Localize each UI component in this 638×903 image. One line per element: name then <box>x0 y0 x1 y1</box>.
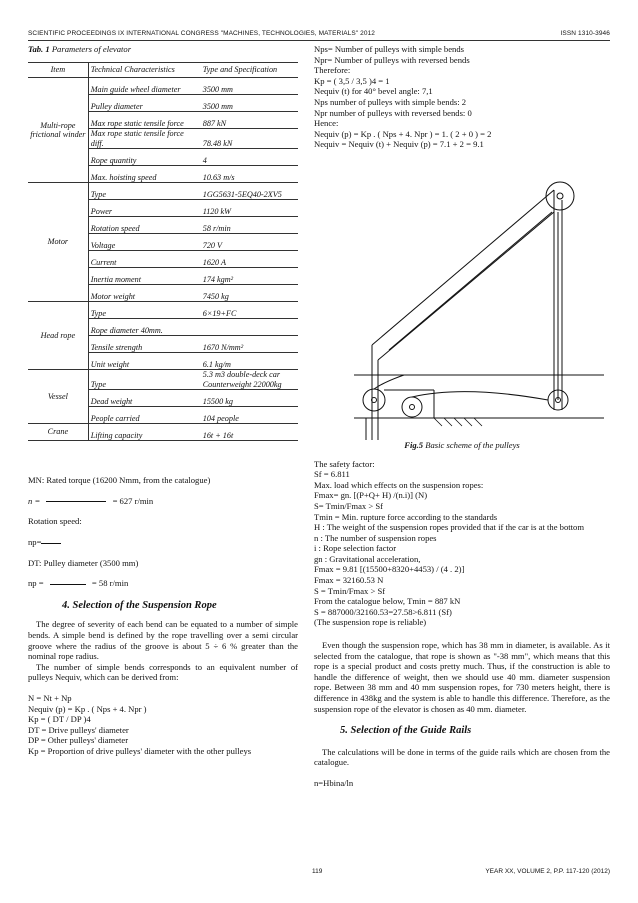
table-cell-specification: 4 <box>201 149 298 166</box>
fmax-formula: Fmax= gn. [(P+Q+ H) /(n.i)] (N) <box>314 490 428 501</box>
nps-count: Nps number of pulleys with simple bends: 2 <box>314 96 467 107</box>
table-cell-characteristic: Type <box>88 302 201 319</box>
table-cell-specification <box>201 319 298 336</box>
table-cell-specification: 3500 mm <box>201 78 298 95</box>
table-cell-characteristic: Motor weight <box>88 285 201 302</box>
fraction-bar <box>50 584 86 585</box>
table-cell-specification: 58 r/min <box>201 217 298 234</box>
gn-definition: gn : Gravitational acceleration, <box>314 553 421 564</box>
formula-3: Kp = ( DT / DP )4 <box>28 714 91 725</box>
formula-2: Nequiv (p) = Kp . ( Nps + 4. Npr ) <box>28 703 147 714</box>
section-4-paragraph-2: The number of simple bends corresponds to an equivalent number of pulleys Nequiv, which can be derived from: <box>28 661 298 683</box>
table-cell-characteristic: Current <box>88 251 201 268</box>
n-guide-formula: n=Hbina/ln <box>314 777 354 788</box>
safety-factor-label: The safety factor: <box>314 458 375 469</box>
bottom-middle-pulley <box>402 397 422 417</box>
parameters-table <box>28 62 298 442</box>
table-cell-specification: 1620 A <box>201 251 298 268</box>
right-column <box>314 44 610 789</box>
formula-4: DT = Drive pulleys' diameter <box>28 724 129 735</box>
table-cell-specification: 174 kgm² <box>201 268 298 285</box>
footer-volume: YEAR XX, VOLUME 2, P.P. 117-120 (2012) <box>485 868 610 875</box>
section-4-heading: 4. Selection of the Suspension Rope <box>62 599 217 611</box>
boom-lower-edge <box>378 212 554 360</box>
running-header-left: SCIENTIFIC PROCEEDINGS IX INTERNATIONAL CONGRESS "MACHINES, TECHNOLOGIES, MATERIALS" 2012 <box>28 30 376 37</box>
table-cell-specification: 6.1 kg/m <box>201 353 298 370</box>
section-5-paragraph: The calculations will be done in terms of the guide rails which are chosen from the catalogue. <box>314 746 610 768</box>
rope-segment-b <box>412 392 548 400</box>
s-calc: S = 887000/32160.53=27.58>6.811 (Sf) <box>314 606 452 617</box>
table-cell-characteristic: Type <box>88 183 201 200</box>
np-equation-result: = 58 r/min <box>91 578 129 589</box>
formula-5: DP = Other pulleys' diameter <box>28 735 129 746</box>
table-cell-specification: 5.3 m3 double-deck car Counterweight 22000kg <box>201 370 298 390</box>
fraction-bar <box>46 501 106 502</box>
safety-factor-value: Sf = 6.811 <box>314 469 350 480</box>
nps-definition: Nps= Number of pulleys with simple bends <box>314 44 464 54</box>
table-row <box>28 78 298 95</box>
nequiv-total: Nequiv = Nequiv (t) + Nequiv (p) = 7.1 + 2 = 9.1 <box>314 139 484 150</box>
tmin-definition: Tmin = Min. rupture force according to the standards <box>314 511 498 522</box>
table-cell-characteristic: Max rope static tensile force diff. <box>88 129 201 149</box>
table-cell-characteristic: Max rope static tensile force <box>88 112 201 129</box>
table-cell-characteristic: Inertia moment <box>88 268 201 285</box>
table-cell-characteristic: Type <box>88 370 201 390</box>
table-header-row <box>28 62 298 78</box>
running-header-right: ISSN 1310-3946 <box>560 30 610 37</box>
table-group-label: Motor <box>28 183 88 302</box>
table-cell-characteristic: Main guide wheel diameter <box>88 78 201 95</box>
table-cell-specification: 15500 kg <box>201 390 298 407</box>
mn-definition: MN: Rated torque (16200 Nmm, from the catalogue) <box>28 475 211 486</box>
table-row <box>28 424 298 441</box>
page-number: 119 <box>312 868 323 875</box>
formula-6: Kp = Proportion of drive pulleys' diameter with the other pulleys <box>28 745 252 756</box>
figure-caption-text: Basic scheme of the pulleys <box>425 439 520 450</box>
table-row <box>28 302 298 319</box>
np-equation <box>28 578 298 589</box>
pulley-diagram <box>314 150 610 440</box>
table-header-characteristics: Technical Characteristics <box>88 62 201 78</box>
top-pulley-hub <box>557 193 563 199</box>
section-5-heading: 5. Selection of the Guide Rails <box>340 725 472 737</box>
table-caption <box>28 44 298 55</box>
table-cell-specification: 1120 kW <box>201 200 298 217</box>
ground-hatch <box>434 418 482 426</box>
table-cell-specification: 78.48 kN <box>201 129 298 149</box>
table-group-label: Multi-rope frictional winder <box>28 78 88 183</box>
n-equation-result: = 627 r/min <box>112 495 154 506</box>
section-4-paragraph-1: The degree of severity of each bend can be equated to a number of simple bends. A simple bend is defined by the rope travelling over a semi circular groove where the radius of the groove is about 5 ÷ 6 % greater than the nominal rope radius. <box>28 619 298 662</box>
s-inequality: S = Tmin/Fmax > Sf <box>314 585 386 596</box>
np-equation-lhs: np = <box>28 578 44 589</box>
table-cell-specification: 10.63 m/s <box>201 166 298 183</box>
table-cell-specification: 1GG5631-5EQ40-2XV5 <box>201 183 298 200</box>
rope-paragraph: Even though the suspension rope, which has 38 mm in diameter, is available. As it selected from the catalogue, that rope is shown as "-38 mm", which means that this rope is a special product and costs pretty much. Thus, if the construction is able to handle the difference of weight, then we should use 40 mm. diameter suspension rope. Between 38 mm and 40 mm suspension ropes, for 730 meters height, there is difference in 438kg and the system is able to handle this difference. Therefore, as the suspension rope of the elevator is chosen as 40 mm. diameter. <box>314 640 610 714</box>
np-line: np= <box>28 537 298 548</box>
therefore-label: Therefore: <box>314 65 351 76</box>
table-cell-specification: 7450 kg <box>201 285 298 302</box>
table-cell-characteristic: Dead weight <box>88 390 201 407</box>
s-formula: S= Tmin/Fmax > Sf <box>314 500 383 511</box>
table-group-label: Crane <box>28 424 88 441</box>
table-cell-characteristic: Rotation speed <box>88 217 201 234</box>
table-caption-text: Parameters of elevator <box>51 44 132 54</box>
header-rule <box>28 40 610 41</box>
table-cell-characteristic: Max. hoisting speed <box>88 166 201 183</box>
max-load-label: Max. load which effects on the suspension ropes: <box>314 479 484 490</box>
table-cell-specification: 16t + 16t <box>201 424 298 441</box>
hence-label: Hence: <box>314 118 339 129</box>
table-group-label: Head rope <box>28 302 88 370</box>
npr-count: Npr number of pulleys with reversed bends: 0 <box>314 107 472 118</box>
table-row <box>28 370 298 390</box>
table-cell-characteristic: Rope quantity <box>88 149 201 166</box>
n-equation-lhs: n = <box>28 495 41 506</box>
table-cell-specification: 104 people <box>201 407 298 424</box>
table-cell-characteristic: Unit weight <box>88 353 201 370</box>
table-cell-characteristic: Tensile strength <box>88 336 201 353</box>
table-cell-characteristic: Power <box>88 200 201 217</box>
figure-caption <box>314 440 610 451</box>
fmax-result: Fmax = 32160.53 N <box>314 575 384 586</box>
tmin-catalogue: From the catalogue below, Tmin = 887 kN <box>314 596 461 607</box>
table-cell-characteristic: Rope diameter 40mm. <box>88 319 201 336</box>
table-cell-characteristic: Voltage <box>88 234 201 251</box>
figure-label: Fig.5 <box>404 439 424 450</box>
reliability-note: (The suspension rope is reliable) <box>314 617 427 628</box>
table-cell-specification: 3500 mm <box>201 95 298 112</box>
n-definition: n : The number of suspension ropes <box>314 532 437 543</box>
npr-definition: Npr= Number of pulleys with reversed bends <box>314 54 470 65</box>
table-cell-specification: 887 kN <box>201 112 298 129</box>
top-pulley <box>546 182 574 210</box>
table-group-label: Vessel <box>28 370 88 424</box>
nequiv-p-calc: Nequiv (p) = Kp . ( Nps + 4. Npr ) = 1. ( 2 + 0 ) = 2 <box>314 128 492 139</box>
table-cell-specification: 720 V <box>201 234 298 251</box>
boom-rope <box>389 212 552 350</box>
nequiv-t: Nequiv (t) for 40° bevel angle: 7,1 <box>314 86 433 97</box>
n-equation <box>28 496 298 507</box>
formula-1: N = Nt + Np <box>28 692 72 703</box>
bottom-left-pulley <box>363 389 385 411</box>
table-header-specification: Type and Specification <box>201 62 298 78</box>
table-row <box>28 183 298 200</box>
table-cell-specification: 1670 N/mm² <box>201 336 298 353</box>
boom-upper-edge <box>372 190 554 345</box>
left-column <box>28 44 298 756</box>
bottom-middle-pulley-hub <box>410 404 415 409</box>
dt-definition: DT: Pulley diameter (3500 mm) <box>28 557 139 568</box>
table-cell-specification: 6×19+FC <box>201 302 298 319</box>
i-definition: i : Rope selection factor <box>314 543 397 554</box>
kp-calc: Kp = ( 3,5 / 3,5 )4 = 1 <box>314 75 390 86</box>
table-cell-characteristic: People carried <box>88 407 201 424</box>
rotation-speed-label: Rotation speed: <box>28 516 82 527</box>
table-cell-characteristic: Lifting capacity <box>88 424 201 441</box>
table-cell-characteristic: Pulley diameter <box>88 95 201 112</box>
fmax-calc: Fmax = 9.81 [(15500+8320+4453) / (4 . 2)] <box>314 564 465 575</box>
pulley-scheme-figure <box>314 150 610 440</box>
table-caption-label: Tab. 1 <box>28 44 50 54</box>
table-header-item: Item <box>28 62 88 78</box>
h-definition: H : The weight of the suspension ropes provided that if the car is at the bottom <box>314 522 585 533</box>
